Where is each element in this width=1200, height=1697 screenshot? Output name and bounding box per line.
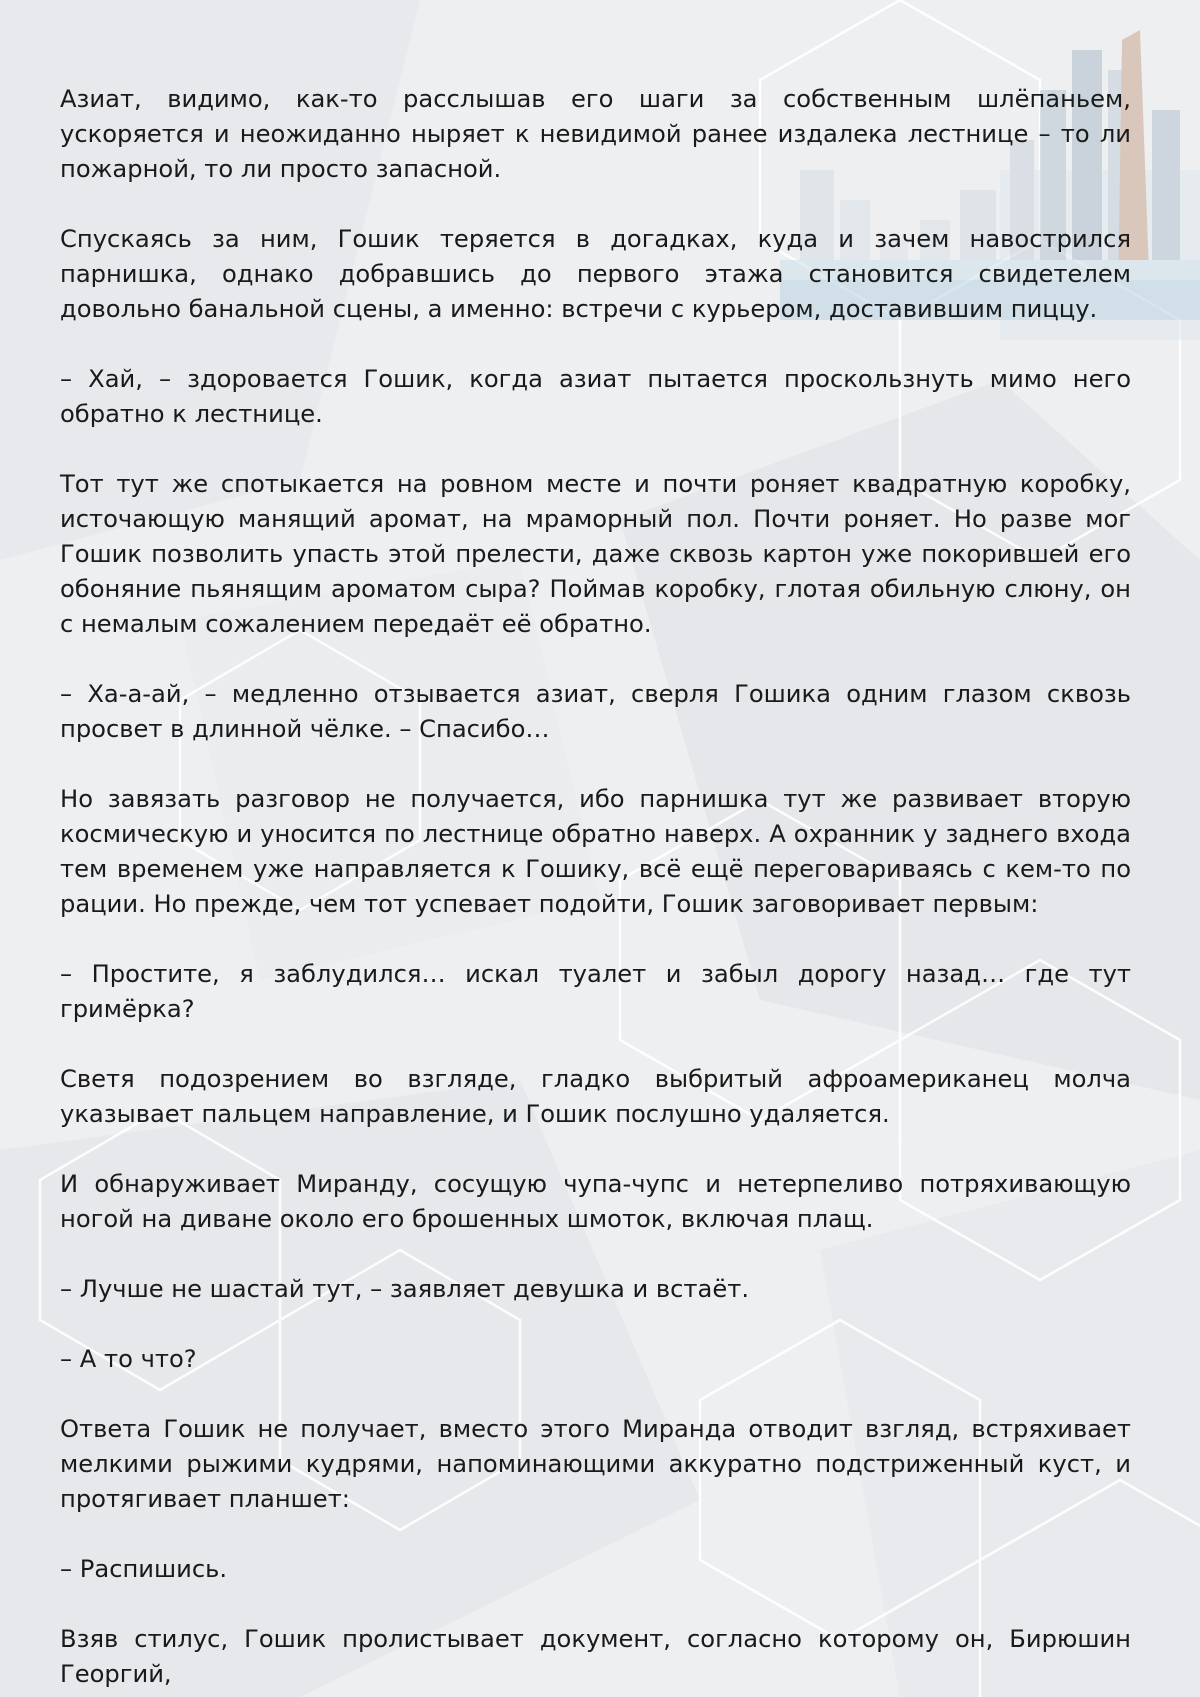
paragraph: – Ха-а-ай, – медленно отзывается азиат, сверля Гошика одним глазом сквозь просвет в длинной чёлке. – Спасибо… (60, 680, 1131, 743)
paragraph: Взяв стилус, Гошик пролистывает документ, согласно которому он, Бирюшин Георгий, (60, 1625, 1131, 1688)
paragraph: – Простите, я заблудился… искал туалет и забыл дорогу назад… где тут гримёрка? (60, 960, 1131, 1023)
paragraph: Светя подозрением во взгляде, гладко выбритый афроамериканец молча указывает пальцем направление, и Гошик послушно удаляется. (60, 1065, 1131, 1128)
paragraph: Спускаясь за ним, Гошик теряется в догадках, куда и зачем навострился парнишка, однако добравшись до первого этажа становится свидетелем довольно банальной сцены, а именно: встречи с курьером, доставившим пиццу. (60, 225, 1131, 323)
paragraph: – Распишись. (60, 1555, 228, 1583)
document-body (60, 82, 1131, 1692)
paragraph: Ответа Гошик не получает, вместо этого Миранда отводит взгляд, встряхивает мелкими рыжими кудрями, напоминающими аккуратно подстриженный куст, и протягивает планшет: (60, 1415, 1131, 1513)
paragraph: И обнаруживает Миранду, сосущую чупа-чупс и нетерпеливо потряхивающую ногой на диване около его брошенных шмоток, включая плащ. (60, 1170, 1131, 1233)
paragraph: – А то что? (60, 1345, 197, 1373)
paragraph: Но завязать разговор не получается, ибо парнишка тут же развивает вторую космическую и уносится по лестнице обратно наверх. А охранник у заднего входа тем временем уже направляется к Гошику, всё ещё переговариваясь с кем-то по рации. Но прежде, чем тот успевает подойти, Гошик заговоривает первым: (60, 785, 1131, 918)
paragraph: Азиат, видимо, как-то расслышав его шаги за собственным шлёпаньем, ускоряется и неожиданно ныряет к невидимой ранее издалека лестнице – то ли пожарной, то ли просто запасной. (60, 85, 1131, 183)
paragraph: – Хай, – здоровается Гошик, когда азиат пытается проскользнуть мимо него обратно к лестнице. (60, 365, 1131, 428)
paragraph: – Лучше не шастай тут, – заявляет девушка и встаёт. (60, 1275, 750, 1303)
paragraph: Тот тут же спотыкается на ровном месте и почти роняет квадратную коробку, источающую манящий аромат, на мраморный пол. Почти роняет. Но разве мог Гошик позволить упасть этой прелести, даже сквозь картон уже покорившей его обоняние пьянящим ароматом сыра? Поймав коробку, глотая обильную слюну, он с немалым сожалением передаёт её обратно. (60, 470, 1131, 638)
